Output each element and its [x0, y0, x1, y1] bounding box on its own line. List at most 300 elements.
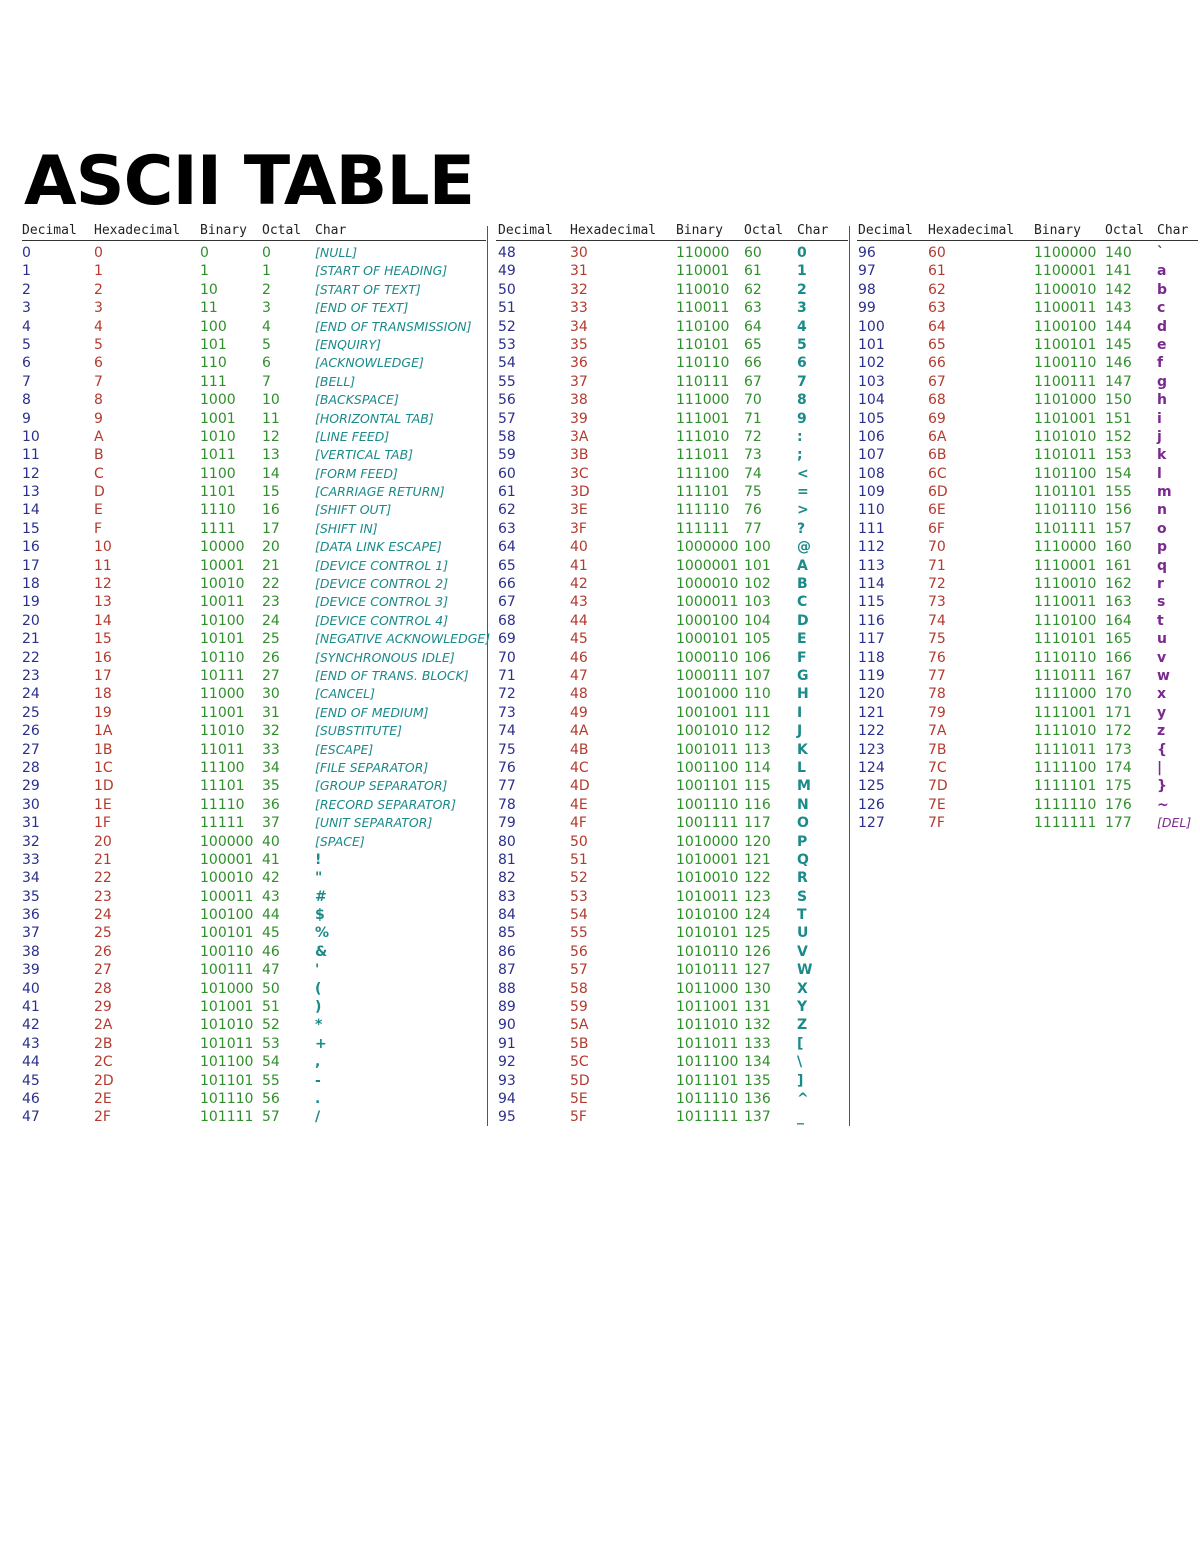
- table-row: [496, 335, 848, 353]
- cell-char: ?: [797, 520, 806, 537]
- cell-hex: 23: [94, 888, 112, 905]
- cell-octal: 24: [262, 612, 280, 629]
- cell-decimal: 41: [22, 999, 40, 1016]
- cell-octal: 53: [262, 1035, 280, 1052]
- cell-decimal: 122: [858, 723, 885, 740]
- cell-binary: 1100111: [1034, 373, 1097, 390]
- column-header-octal: Octal: [1105, 223, 1145, 238]
- cell-hex: 58: [570, 980, 588, 997]
- cell-hex: 2: [94, 281, 103, 298]
- cell-octal: 55: [262, 1072, 280, 1089]
- cell-binary: 1000: [200, 392, 236, 409]
- table-row: [857, 335, 1198, 353]
- cell-decimal: 47: [22, 1109, 40, 1126]
- cell-binary: 1010100: [676, 907, 739, 924]
- table-row: [496, 243, 848, 261]
- table-row: [496, 556, 848, 574]
- table-row: [496, 537, 848, 555]
- cell-char: [LINE FEED]: [315, 428, 390, 444]
- cell-hex: 7B: [928, 741, 947, 758]
- table-row: [857, 684, 1198, 702]
- cell-binary: 10100: [200, 612, 245, 629]
- cell-char: 8: [797, 392, 807, 409]
- cell-decimal: 82: [498, 870, 516, 887]
- cell-binary: 1111011: [1034, 741, 1097, 758]
- cell-octal: 12: [262, 428, 280, 445]
- cell-hex: 5F: [570, 1109, 587, 1126]
- table-row: [496, 648, 848, 666]
- cell-octal: 67: [744, 373, 762, 390]
- cell-octal: 16: [262, 502, 280, 519]
- cell-hex: 56: [570, 943, 588, 960]
- cell-octal: 70: [744, 392, 762, 409]
- cell-binary: 111110: [676, 502, 730, 519]
- cell-octal: 162: [1105, 576, 1132, 593]
- cell-octal: 57: [262, 1109, 280, 1126]
- cell-decimal: 54: [498, 355, 516, 372]
- cell-char: z: [1157, 723, 1166, 740]
- cell-octal: 115: [744, 778, 771, 795]
- cell-octal: 135: [744, 1072, 771, 1089]
- table-row: [22, 703, 486, 721]
- table-row: [22, 721, 486, 739]
- cell-hex: 6B: [928, 447, 947, 464]
- column-header-octal: Octal: [744, 223, 784, 238]
- cell-octal: 23: [262, 594, 280, 611]
- cell-hex: 17: [94, 667, 112, 684]
- cell-char: i: [1157, 410, 1162, 427]
- table-row: [857, 666, 1198, 684]
- table-row: [22, 1071, 486, 1089]
- cell-decimal: 57: [498, 410, 516, 427]
- cell-binary: 1010110: [676, 943, 739, 960]
- cell-octal: 66: [744, 355, 762, 372]
- ascii-panel-1: [22, 222, 491, 1126]
- table-row: [496, 942, 848, 960]
- cell-hex: 2A: [94, 1017, 113, 1034]
- cell-char: [CANCEL]: [315, 686, 375, 702]
- cell-decimal: 104: [858, 392, 885, 409]
- cell-decimal: 35: [22, 888, 40, 905]
- cell-char: l: [1157, 465, 1162, 482]
- cell-char: m: [1157, 484, 1172, 501]
- cell-octal: 122: [744, 870, 771, 887]
- cell-char: 9: [797, 410, 807, 427]
- cell-binary: 100000: [200, 833, 254, 850]
- table-row: [22, 574, 486, 592]
- cell-hex: 3: [94, 300, 103, 317]
- cell-octal: 44: [262, 907, 280, 924]
- cell-decimal: 29: [22, 778, 40, 795]
- cell-octal: 72: [744, 428, 762, 445]
- table-row: [22, 592, 486, 610]
- table-row: [496, 758, 848, 776]
- cell-hex: 40: [570, 539, 588, 556]
- cell-hex: 29: [94, 999, 112, 1016]
- cell-hex: 28: [94, 980, 112, 997]
- table-row: [496, 997, 848, 1015]
- cell-binary: 100111: [200, 962, 254, 979]
- cell-binary: 1001001: [676, 704, 739, 721]
- cell-decimal: 86: [498, 943, 516, 960]
- cell-hex: 6A: [928, 428, 947, 445]
- cell-binary: 1110001: [1034, 557, 1097, 574]
- cell-decimal: 83: [498, 888, 516, 905]
- table-row: [496, 1052, 848, 1070]
- cell-binary: 101110: [200, 1090, 254, 1107]
- table-row: [496, 923, 848, 941]
- cell-char: [SYNCHRONOUS IDLE]: [315, 649, 455, 665]
- cell-binary: 1000000: [676, 539, 739, 556]
- cell-octal: 133: [744, 1035, 771, 1052]
- column-header-char: Char: [797, 223, 829, 238]
- cell-decimal: 78: [498, 796, 516, 813]
- cell-binary: 1001100: [676, 759, 739, 776]
- table-row: [857, 813, 1198, 831]
- cell-hex: 46: [570, 649, 588, 666]
- cell-char: N: [797, 796, 809, 813]
- table-row: [22, 243, 486, 261]
- cell-hex: 4D: [570, 778, 590, 795]
- cell-binary: 111101: [676, 484, 730, 501]
- table-row: [496, 868, 848, 886]
- cell-char: w: [1157, 667, 1170, 684]
- cell-octal: 1: [262, 263, 271, 280]
- table-row: [496, 500, 848, 518]
- cell-char: [START OF HEADING]: [315, 263, 448, 279]
- table-row: [22, 740, 486, 758]
- cell-octal: 62: [744, 281, 762, 298]
- cell-char: [SPACE]: [315, 833, 365, 849]
- table-row: [857, 703, 1198, 721]
- cell-hex: E: [94, 502, 103, 519]
- cell-decimal: 121: [858, 704, 885, 721]
- column-divider-1: [487, 226, 488, 1126]
- cell-char: W: [797, 962, 813, 979]
- cell-decimal: 113: [858, 557, 885, 574]
- cell-char: !: [315, 851, 322, 868]
- table-row: [496, 740, 848, 758]
- cell-binary: 100: [200, 318, 227, 335]
- cell-binary: 1111010: [1034, 723, 1097, 740]
- cell-octal: 114: [744, 759, 771, 776]
- cell-hex: 5D: [570, 1072, 590, 1089]
- cell-char: .: [315, 1090, 321, 1107]
- cell-decimal: 73: [498, 704, 516, 721]
- cell-octal: 137: [744, 1109, 771, 1126]
- cell-char: [VERTICAL TAB]: [315, 447, 414, 463]
- cell-hex: 22: [94, 870, 112, 887]
- table-row: [857, 482, 1198, 500]
- cell-binary: 11010: [200, 723, 245, 740]
- cell-hex: 54: [570, 907, 588, 924]
- cell-char: Y: [797, 999, 808, 1016]
- table-row: [496, 592, 848, 610]
- cell-octal: 36: [262, 796, 280, 813]
- cell-char: [START OF TEXT]: [315, 281, 421, 297]
- table-row: [857, 721, 1198, 739]
- cell-decimal: 88: [498, 980, 516, 997]
- cell-decimal: 48: [498, 245, 516, 261]
- cell-hex: 62: [928, 281, 946, 298]
- cell-decimal: 17: [22, 557, 40, 574]
- cell-char: [FILE SEPARATOR]: [315, 759, 429, 775]
- cell-decimal: 105: [858, 410, 885, 427]
- table-body: [22, 243, 491, 1126]
- cell-decimal: 27: [22, 741, 40, 758]
- cell-hex: 52: [570, 870, 588, 887]
- cell-char: x: [1157, 686, 1167, 703]
- cell-binary: 101000: [200, 980, 254, 997]
- cell-char: V: [797, 943, 808, 960]
- cell-decimal: 96: [858, 245, 876, 261]
- cell-octal: 136: [744, 1090, 771, 1107]
- cell-binary: 100011: [200, 888, 254, 905]
- cell-decimal: 69: [498, 631, 516, 648]
- table-row: [22, 1052, 486, 1070]
- table-row: [496, 445, 848, 463]
- cell-octal: 170: [1105, 686, 1132, 703]
- cell-decimal: 91: [498, 1035, 516, 1052]
- table-row: [22, 629, 491, 648]
- cell-binary: 1010001: [676, 851, 739, 868]
- cell-decimal: 123: [858, 741, 885, 758]
- cell-hex: 68: [928, 392, 946, 409]
- table-row: [22, 887, 486, 905]
- cell-octal: 103: [744, 594, 771, 611]
- cell-char: [DATA LINK ESCAPE]: [315, 539, 442, 555]
- cell-hex: 1D: [94, 778, 114, 795]
- table-row: [22, 445, 486, 463]
- cell-octal: 61: [744, 263, 762, 280]
- cell-hex: 43: [570, 594, 588, 611]
- table-row: [857, 243, 1198, 261]
- cell-octal: 134: [744, 1054, 771, 1071]
- cell-binary: 1100000: [1034, 245, 1097, 261]
- table-row: [496, 629, 848, 647]
- table-row: [22, 556, 486, 574]
- cell-decimal: 108: [858, 465, 885, 482]
- table-row: [22, 482, 486, 500]
- cell-octal: 27: [262, 667, 280, 684]
- cell-octal: 174: [1105, 759, 1132, 776]
- cell-binary: 10101: [200, 631, 245, 648]
- cell-binary: 1111110: [1034, 796, 1097, 813]
- cell-decimal: 19: [22, 594, 40, 611]
- table-row: [496, 298, 848, 316]
- table-row: [857, 776, 1198, 794]
- cell-hex: 4: [94, 318, 103, 335]
- cell-char: [DEVICE CONTROL 4]: [315, 612, 449, 628]
- cell-char: c: [1157, 300, 1166, 317]
- cell-binary: 1101001: [1034, 410, 1097, 427]
- cell-binary: 101101: [200, 1072, 254, 1089]
- cell-binary: 1111100: [1034, 759, 1097, 776]
- cell-hex: 6F: [928, 520, 945, 537]
- cell-hex: B: [94, 447, 104, 464]
- cell-hex: 15: [94, 631, 112, 648]
- cell-octal: 71: [744, 410, 762, 427]
- cell-octal: 50: [262, 980, 280, 997]
- table-row: [22, 353, 486, 371]
- cell-octal: 101: [744, 557, 771, 574]
- cell-char: >: [797, 502, 809, 519]
- cell-char: p: [1157, 539, 1168, 556]
- cell-char: [: [797, 1035, 804, 1052]
- cell-octal: 7: [262, 373, 271, 390]
- cell-hex: 7D: [928, 778, 948, 795]
- column-header-binary: Binary: [676, 223, 723, 238]
- column-header-octal: Octal: [262, 223, 302, 238]
- cell-decimal: 75: [498, 741, 516, 758]
- cell-hex: F: [94, 520, 103, 537]
- cell-hex: 47: [570, 667, 588, 684]
- cell-binary: 1011000: [676, 980, 739, 997]
- cell-char: H: [797, 686, 809, 703]
- cell-octal: 130: [744, 980, 771, 997]
- cell-binary: 110000: [676, 245, 730, 261]
- cell-hex: 2F: [94, 1109, 111, 1126]
- column-header-char: Char: [315, 223, 347, 238]
- cell-binary: 10010: [200, 576, 245, 593]
- table-row: [22, 427, 486, 445]
- cell-char: ,: [315, 1054, 321, 1071]
- cell-decimal: 10: [22, 428, 40, 445]
- cell-decimal: 22: [22, 649, 40, 666]
- cell-char: +: [315, 1035, 327, 1052]
- cell-char: v: [1157, 649, 1167, 666]
- table-row: [857, 464, 1198, 482]
- table-row: [496, 905, 848, 923]
- cell-binary: 1101111: [1034, 520, 1097, 537]
- cell-binary: 100110: [200, 943, 254, 960]
- column-header-hex: Hexadecimal: [94, 223, 181, 238]
- cell-decimal: 37: [22, 925, 40, 942]
- cell-hex: 25: [94, 925, 112, 942]
- cell-char: [ESCAPE]: [315, 741, 374, 757]
- cell-decimal: 6: [22, 355, 31, 372]
- cell-binary: 1101110: [1034, 502, 1097, 519]
- cell-decimal: 55: [498, 373, 516, 390]
- cell-decimal: 52: [498, 318, 516, 335]
- cell-char: u: [1157, 631, 1167, 648]
- cell-hex: 45: [570, 631, 588, 648]
- cell-decimal: 127: [858, 815, 885, 832]
- cell-char: S: [797, 888, 808, 905]
- table-row: [22, 335, 486, 353]
- cell-hex: 63: [928, 300, 946, 317]
- cell-octal: 52: [262, 1017, 280, 1034]
- cell-binary: 100010: [200, 870, 254, 887]
- cell-decimal: 5: [22, 336, 31, 353]
- table-row: [496, 611, 848, 629]
- cell-hex: 4E: [570, 796, 588, 813]
- table-row: [22, 372, 486, 390]
- cell-hex: 18: [94, 686, 112, 703]
- table-row: [22, 832, 486, 850]
- cell-octal: 77: [744, 520, 762, 537]
- cell-binary: 1100100: [1034, 318, 1097, 335]
- cell-char: X: [797, 980, 808, 997]
- cell-char: ": [315, 870, 323, 887]
- cell-binary: 1110110: [1034, 649, 1097, 666]
- table-row: [857, 537, 1198, 555]
- cell-decimal: 84: [498, 907, 516, 924]
- cell-hex: 71: [928, 557, 946, 574]
- table-row: [857, 317, 1198, 335]
- cell-binary: 110011: [676, 300, 730, 317]
- cell-char: ): [315, 999, 322, 1016]
- cell-binary: 1001000: [676, 686, 739, 703]
- cell-hex: 2C: [94, 1054, 113, 1071]
- cell-octal: 102: [744, 576, 771, 593]
- cell-char: =: [797, 484, 809, 501]
- table-row: [22, 519, 486, 537]
- table-row: [22, 500, 486, 518]
- cell-char: g: [1157, 373, 1168, 390]
- cell-hex: 24: [94, 907, 112, 924]
- cell-hex: 59: [570, 999, 588, 1016]
- cell-binary: 1000011: [676, 594, 739, 611]
- cell-hex: 61: [928, 263, 946, 280]
- table-row: [857, 427, 1198, 445]
- cell-char: [SHIFT IN]: [315, 520, 378, 536]
- table-row: [496, 813, 848, 831]
- cell-hex: 5: [94, 336, 103, 353]
- table-row: [496, 464, 848, 482]
- cell-decimal: 59: [498, 447, 516, 464]
- cell-decimal: 7: [22, 373, 31, 390]
- cell-binary: 110010: [676, 281, 730, 298]
- cell-hex: 6: [94, 355, 103, 372]
- table-row: [496, 427, 848, 445]
- column-header-binary: Binary: [1034, 223, 1081, 238]
- cell-octal: 54: [262, 1054, 280, 1071]
- cell-decimal: 49: [498, 263, 516, 280]
- cell-decimal: 119: [858, 667, 885, 684]
- cell-hex: 77: [928, 667, 946, 684]
- cell-binary: 1111111: [1034, 815, 1097, 832]
- cell-char: [NEGATIVE ACKNOWLEDGE]: [315, 631, 491, 647]
- cell-decimal: 81: [498, 851, 516, 868]
- table-row: [496, 372, 848, 390]
- cell-char: [BACKSPACE]: [315, 392, 399, 408]
- table-row: [857, 280, 1198, 298]
- table-row: [22, 409, 486, 427]
- cell-char: o: [1157, 520, 1167, 537]
- table-row: [22, 684, 486, 702]
- cell-octal: 171: [1105, 704, 1132, 721]
- table-row: [496, 1034, 848, 1052]
- cell-binary: 1101101: [1034, 484, 1097, 501]
- cell-char: [SHIFT OUT]: [315, 502, 392, 518]
- table-row: [22, 979, 486, 997]
- cell-binary: 1001101: [676, 778, 739, 795]
- cell-binary: 1000001: [676, 557, 739, 574]
- cell-octal: 112: [744, 723, 771, 740]
- cell-decimal: 107: [858, 447, 885, 464]
- cell-octal: 74: [744, 465, 762, 482]
- cell-decimal: 61: [498, 484, 516, 501]
- cell-char: E: [797, 631, 807, 648]
- cell-octal: 147: [1105, 373, 1132, 390]
- cell-octal: 175: [1105, 778, 1132, 795]
- cell-octal: 125: [744, 925, 771, 942]
- table-row: [496, 519, 848, 537]
- cell-binary: 1001111: [676, 815, 739, 832]
- cell-binary: 1010011: [676, 888, 739, 905]
- cell-octal: 165: [1105, 631, 1132, 648]
